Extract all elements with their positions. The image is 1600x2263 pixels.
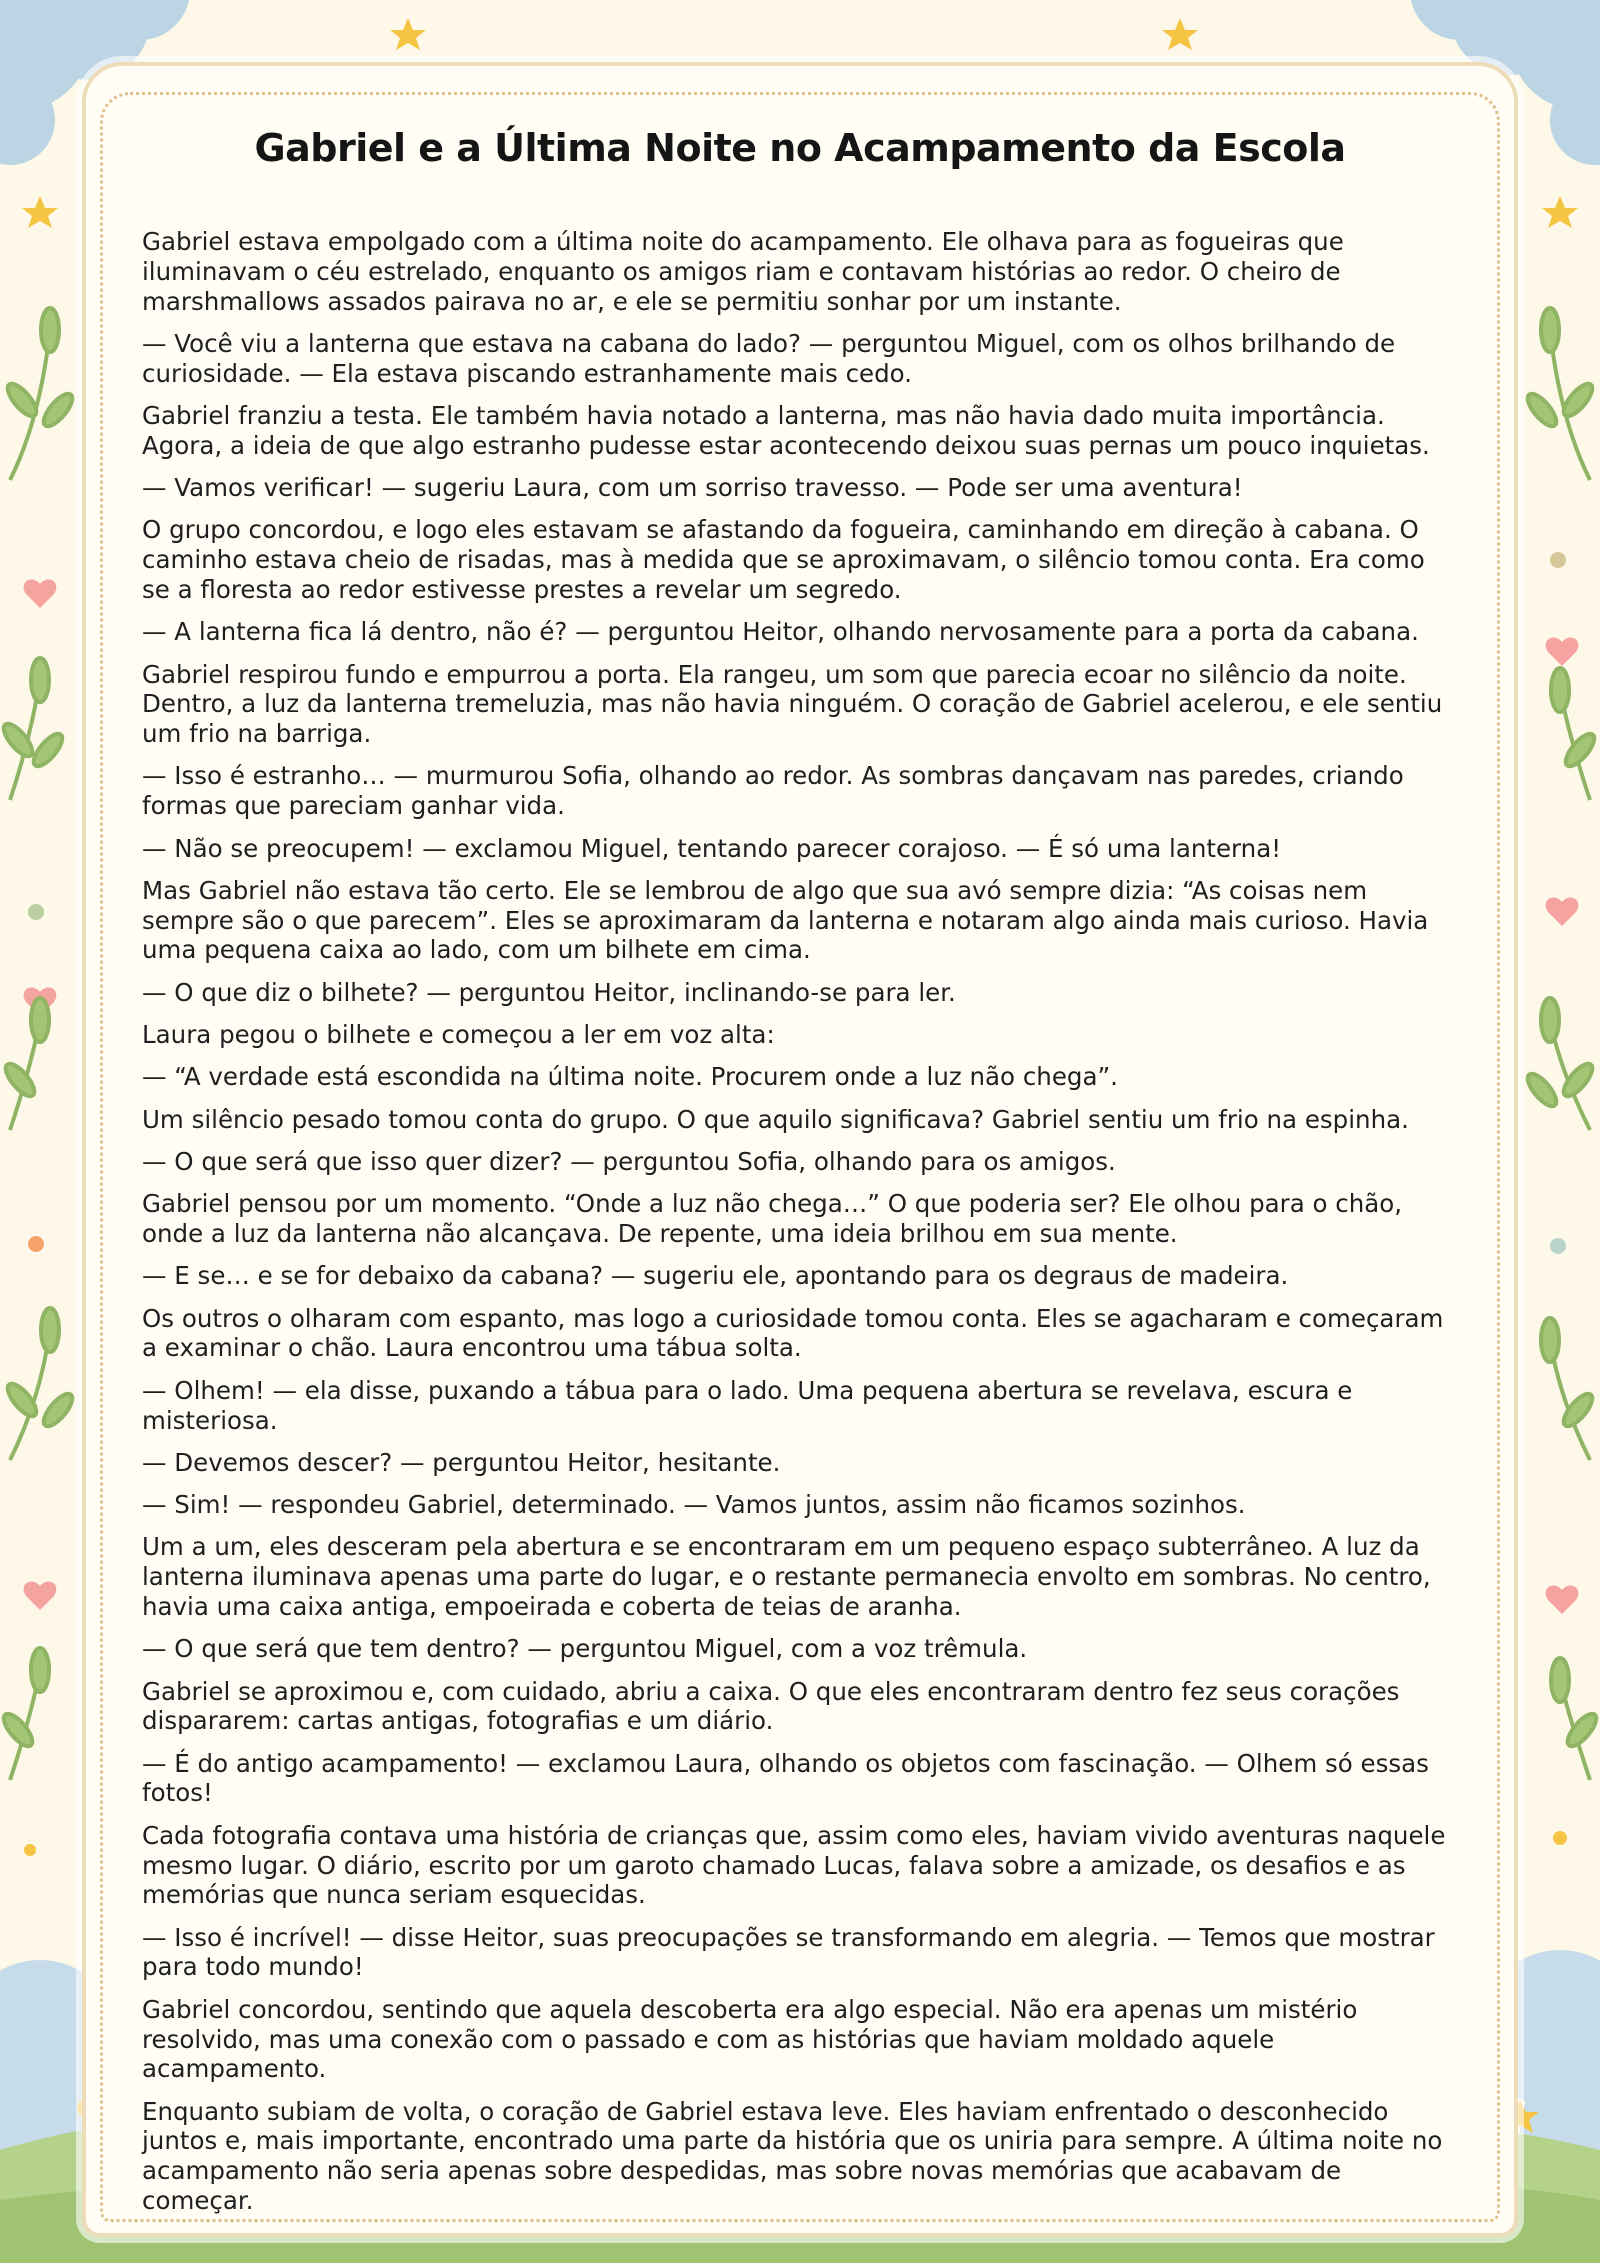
heart-icon (1546, 1585, 1579, 1614)
story-paragraph: Gabriel se aproximou e, com cuidado, abriu a caixa. O que eles encontraram dentro fez seus corações dispararem: cartas antigas, fotografias e um diário. (142, 1676, 1400, 1736)
dot-icon (28, 904, 44, 920)
leaf-sprig-icon (1523, 308, 1597, 480)
leaf-sprig-icon (1541, 1318, 1597, 1460)
story-paragraph: Gabriel pensou por um momento. “Onde a luz não chega…” O que poderia ser? Ele olhou para o chão, onde a luz da lanterna não alcançava. De repente, uma ideia brilhou em sua mente. (142, 1189, 1403, 1249)
story-paragraph: Um silêncio pesado tomou conta do grupo. O que aquilo significava? Gabriel sentiu um frio na espinha. (142, 1104, 1409, 1134)
story-paragraph: Um a um, eles desceram pela abertura e se encontraram em um pequeno espaço subterrâneo. A luz da lanterna iluminava apenas uma parte do lugar, e o restante permanecia envolto em sombras. No centro, havia uma caixa antiga, empoeirada e coberta de teias de aranha. (142, 1532, 1431, 1621)
story-paragraph: — Devemos descer? — perguntou Heitor, hesitante. (142, 1447, 781, 1477)
story-paragraph: Mas Gabriel não estava tão certo. Ele se lembrou de algo que sua avó sempre dizia: “As coisas nem sempre são o que parecem”. Eles se aproximaram da lanterna e notaram algo ainda mais curioso. Havia uma pequena caixa ao lado, com um bilhete em cima. (142, 875, 1429, 965)
story-paragraph: — Isso é incrível! — disse Heitor, suas preocupações se transformando em alegria. — Temos que mostrar para todo mundo! (142, 1922, 1435, 1982)
story-body (142, 227, 1452, 2228)
story-paragraph: Enquanto subiam de volta, o coração de Gabriel estava leve. Eles haviam enfrentado o desconhecido juntos e, mais importante, encontrado uma parte da história que os uniria para sempre. A última noite no acampamento não seria apenas sobre despedidas, mas sobre novas memórias que acabavam de começar. (142, 2096, 1443, 2216)
heart-icon (1546, 897, 1579, 926)
story-paragraph: — Olhem! — ela disse, puxando a tábua para o lado. Uma pequena abertura se revelava, escura e misteriosa. (142, 1375, 1353, 1435)
dot-icon (28, 1236, 44, 1252)
star-icon (390, 18, 426, 50)
dot-icon (1553, 1831, 1567, 1845)
leaf-sprig-icon (0, 658, 67, 800)
story-paragraph: — É do antigo acampamento! — exclamou Laura, olhando os objetos com fascinação. — Olhem só essas fotos! (142, 1748, 1429, 1808)
dot-icon (1550, 552, 1566, 568)
story-paragraph: — A lanterna fica lá dentro, não é? — perguntou Heitor, olhando nervosamente para a porta da cabana. (142, 617, 1419, 647)
dot-icon (1550, 1238, 1566, 1254)
leaf-sprig-icon (1551, 1658, 1600, 1780)
leaf-sprig-icon (1523, 998, 1597, 1130)
story-paragraph: Gabriel respirou fundo e empurrou a porta. Ela rangeu, um som que parecia ecoar no silêncio da noite. Dentro, a luz da lanterna tremeluzia, mas não havia ninguém. O coração de Gabriel acelerou, e ele sentiu um frio na barriga. (142, 659, 1443, 749)
story-paragraph: — Você viu a lanterna que estava na cabana do lado? — perguntou Miguel, com os olhos brilhando de curiosidade. — Ela estava piscando estranhamente mais cedo. (142, 328, 1396, 388)
star-icon (1542, 196, 1578, 228)
leaf-sprig-icon (1551, 668, 1599, 800)
leaf-sprig-icon (0, 1648, 49, 1780)
heart-icon (24, 1581, 57, 1610)
story-paragraph: — E se… e se for debaixo da cabana? — sugeriu ele, apontando para os degraus de madeira. (142, 1261, 1289, 1291)
story-paragraph: Os outros o olharam com espanto, mas logo a curiosidade tomou conta. Eles se agacharam e começaram a examinar o chão. Laura encontrou uma tábua solta. (142, 1303, 1444, 1363)
story-paragraph: Gabriel franziu a testa. Ele também havia notado a lanterna, mas não havia dado muita importância. Agora, a ideia de que algo estranho pudesse estar acontecendo deixou suas pernas um pouco inquietas. (142, 400, 1430, 460)
leaf-sprig-icon (1, 998, 49, 1130)
story-paragraph: Laura pegou o bilhete e começou a ler em voz alta: (142, 1020, 775, 1050)
story-paragraph: — “A verdade está escondida na última noite. Procurem onde a luz não chega”. (142, 1062, 1118, 1092)
star-icon (1162, 18, 1198, 50)
story-paragraph: Gabriel estava empolgado com a última noite do acampamento. Ele olhava para as fogueiras que iluminavam o céu estrelado, enquanto os amigos riam e contavam histórias ao redor. O cheiro de marshmallows assados pairava no ar, e ele se permitiu sonhar por um instante. (142, 227, 1344, 316)
story-paragraph: — Sim! — respondeu Gabriel, determinado. — Vamos juntos, assim não ficamos sozinhos. (142, 1490, 1246, 1520)
story-paragraph: Gabriel concordou, sentindo que aquela descoberta era algo especial. Não era apenas um mistério resolvido, mas uma conexão com o passado e com as histórias que haviam moldado aquele acampamento. (142, 1994, 1358, 2084)
story-paragraph: — Vamos verificar! — sugeriu Laura, com um sorriso travesso. — Pode ser uma aventura! (142, 473, 1243, 503)
story-paragraph: Cada fotografia contava uma história de crianças que, assim como eles, haviam vivido aventuras naquele mesmo lugar. O diário, escrito por um garoto chamado Lucas, falava sobre a amizade, os desafios e as memórias que nunca seriam esquecidas. (142, 1820, 1446, 1910)
story-paragraph: — Isso é estranho… — murmurou Sofia, olhando ao redor. As sombras dançavam nas paredes, criando formas que pareciam ganhar vida. (142, 761, 1404, 821)
story-paragraph: — O que será que tem dentro? — perguntou Miguel, com a voz trêmula. (142, 1634, 1028, 1664)
story-title: Gabriel e a Última Noite no Acampamento da Escola (254, 126, 1346, 170)
story-paragraph: O grupo concordou, e logo eles estavam se afastando da fogueira, caminhando em direção à cabana. O caminho estava cheio de risadas, mas à medida que se aproximavam, o silêncio tomou conta. Era como se a floresta ao redor estivesse prestes a revelar um segredo. (142, 515, 1425, 604)
leaf-sprig-icon (3, 308, 77, 480)
heart-icon (24, 579, 57, 608)
leaf-sprig-icon (3, 1308, 77, 1460)
story-paragraph: — O que será que isso quer dizer? — perguntou Sofia, olhando para os amigos. (142, 1146, 1116, 1176)
story-paragraph: — O que diz o bilhete? — perguntou Heitor, inclinando-se para ler. (142, 977, 956, 1007)
star-icon (22, 196, 58, 228)
story-paragraph: — Não se preocupem! — exclamou Miguel, tentando parecer corajoso. — É só uma lanterna! (142, 833, 1282, 863)
heart-icon (1546, 637, 1579, 666)
dot-icon (24, 1844, 36, 1856)
